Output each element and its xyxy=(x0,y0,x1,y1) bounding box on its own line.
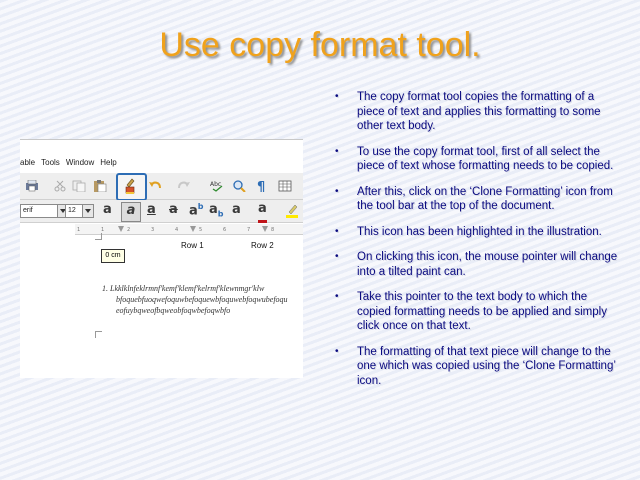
bullet-item: • After this, click on the ‘Clone Formatting’ icon from the tool bar at the top of the document. xyxy=(333,185,618,214)
writer-screenshot xyxy=(20,139,303,378)
subscript-icon[interactable]: $a_b$ xyxy=(209,202,224,219)
standard-toolbar xyxy=(20,173,303,200)
bullet-item: • The formatting of that text piece will change to the one which was copied using the ‘Clone Formatting’ icon. xyxy=(333,345,618,389)
svg-text:7: 7 xyxy=(247,227,251,233)
svg-text:2: 2 xyxy=(127,227,131,233)
font-name-field[interactable]: erif xyxy=(20,204,60,218)
svg-text:1: 1 xyxy=(101,227,105,233)
find-icon[interactable] xyxy=(232,180,246,192)
page-corner-mark xyxy=(95,331,102,338)
bold-icon[interactable]: a xyxy=(103,202,112,217)
bullet-item: • On clicking this icon, the mouse pointer will change into a tilted paint can. xyxy=(333,250,618,279)
svg-text:4: 4 xyxy=(175,227,179,233)
redo-icon[interactable] xyxy=(177,180,191,192)
menu-help[interactable]: Help xyxy=(100,158,117,167)
bullet-item: • To use the copy format tool, first of all select the piece of text whose formatting needs to be copied. xyxy=(333,145,618,174)
svg-text:6: 6 xyxy=(223,227,227,233)
menu-tools[interactable]: Tools xyxy=(41,158,60,167)
svg-text:5: 5 xyxy=(199,227,203,233)
bullet-item: • Take this pointer to the text body to which the copied formatting needs to be applied and simply click once on that text. xyxy=(333,290,618,334)
undo-icon[interactable] xyxy=(148,180,162,192)
clone-formatting-icon xyxy=(123,178,139,195)
italic-icon[interactable]: a xyxy=(121,202,141,222)
bullet-item: • The copy format tool copies the formatting of a piece of text and applies this formatting to some other text body. xyxy=(333,90,618,134)
table-header-row-2: Row 2 xyxy=(251,241,274,250)
paste-icon[interactable] xyxy=(93,180,107,192)
bullet-item: • This icon has been highlighted in the illustration. xyxy=(333,225,618,240)
document-line: eofuybqweofbqweobfoqwbefoqwbfo xyxy=(116,306,231,315)
svg-text:8: 8 xyxy=(271,227,275,233)
table-icon[interactable] xyxy=(278,180,292,192)
superscript-icon[interactable]: $a^b$ xyxy=(189,202,204,219)
underline-icon[interactable]: a xyxy=(147,202,156,217)
formatting-toolbar xyxy=(20,200,303,223)
svg-text:Abc: Abc xyxy=(210,181,222,188)
spellcheck-icon[interactable] xyxy=(210,180,224,192)
menu-window[interactable]: Window xyxy=(65,158,95,167)
copy-icon[interactable] xyxy=(72,180,86,192)
formatting-marks-icon[interactable] xyxy=(255,180,269,192)
svg-text:¶: ¶ xyxy=(257,180,266,192)
highlighting-icon[interactable] xyxy=(285,203,299,219)
shadow-icon[interactable]: a xyxy=(232,202,241,217)
slide-title: Use copy format tool. xyxy=(159,26,481,64)
document-line: bfoquebfuoqwefoquwbefoquewbfoquwebfoqwubefoqu xyxy=(116,295,288,304)
document-line: 1. Lkklklnfeklrmnf'kemf'klemf'kelrmf'klewnmgr'klw xyxy=(102,284,265,293)
print-icon[interactable] xyxy=(25,180,39,192)
ruler-ticks xyxy=(75,224,303,234)
page-corner-mark xyxy=(95,233,102,240)
font-size-field[interactable]: 12 xyxy=(65,204,85,218)
bullet-list xyxy=(333,90,618,399)
cut-icon[interactable] xyxy=(53,180,67,192)
ruler-tooltip: 0 cm xyxy=(101,249,125,263)
menu-table[interactable]: able xyxy=(20,158,36,167)
document-text[interactable] xyxy=(102,283,303,316)
clone-formatting-button[interactable] xyxy=(116,173,147,201)
menu-bar xyxy=(20,156,303,170)
font-size-dropdown[interactable] xyxy=(82,204,94,218)
horizontal-ruler[interactable] xyxy=(75,224,303,235)
svg-text:3: 3 xyxy=(151,227,155,233)
svg-text:1: 1 xyxy=(77,227,81,233)
font-color-icon[interactable]: a xyxy=(258,202,267,223)
table-header-row-1: Row 1 xyxy=(181,241,204,250)
strikethrough-icon[interactable]: a xyxy=(169,202,178,217)
